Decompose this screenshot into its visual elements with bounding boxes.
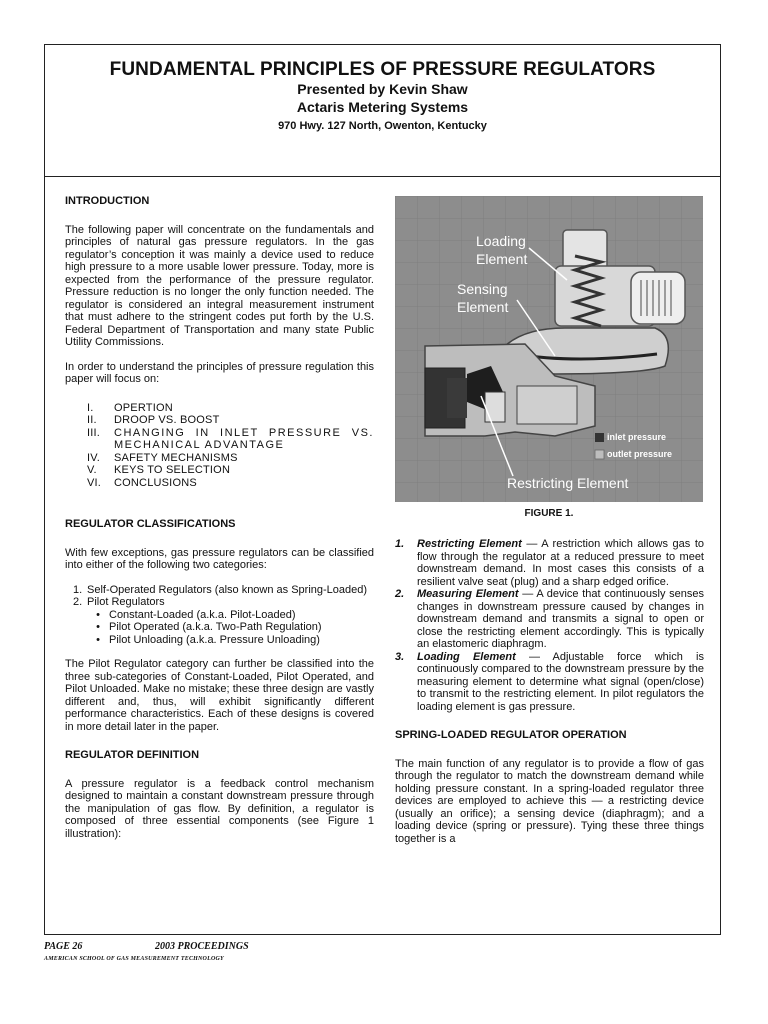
spring-paragraph: The main function of any regulator is to provide a flow of gas through the regulator to match the downstream demand while holding pressure constant. In a spring-loaded regulator three devices are employed to achieve this — a restricting device (usually an orifice); a sensing device (diaphragm); and a loading device (spring or pressure). Tying these three things together is a — [395, 757, 704, 845]
legend-inlet-label: inlet pressure — [607, 432, 667, 442]
category-item: 2. Pilot Regulators — [73, 596, 165, 608]
presenter: Presented by Kevin Shaw — [297, 81, 468, 97]
outline-item: IV. SAFETY MECHANISMS — [87, 451, 238, 464]
outline-item: V. KEYS TO SELECTION — [87, 464, 231, 476]
intro-paragraph-2: In order to understand the principles of pressure regulation this paper will focus on: — [65, 360, 374, 385]
topic-outline — [65, 402, 374, 490]
proceedings-label: 2003 PROCEEDINGS — [155, 941, 249, 952]
page-number: PAGE 26 — [44, 941, 83, 952]
address: 970 Hwy. 127 North, Owenton, Kentucky — [278, 120, 487, 132]
outline-item: I. OPERTION — [87, 401, 173, 414]
essential-components-list — [395, 538, 704, 713]
paper-title: FUNDAMENTAL PRINCIPLES OF PRESSURE REGULATORS — [109, 59, 656, 80]
outline-item: VI. CONCLUSIONS — [87, 476, 197, 489]
classifications-paragraph-1: With few exceptions, gas pressure regulators can be classified into either of the following two categories: — [65, 546, 374, 571]
label-restricting-element: Restricting Element — [507, 475, 629, 491]
outline-item: II. DROOP VS. BOOST — [87, 414, 220, 426]
definition-heading: REGULATOR DEFINITION — [65, 749, 200, 761]
regulator-categories — [65, 584, 374, 609]
spring-heading: SPRING-LOADED REGULATOR OPERATION — [395, 729, 627, 741]
regulator-figure — [395, 196, 703, 502]
header-divider — [44, 176, 721, 177]
bullet-item: • Constant-Loaded (a.k.a. Pilot-Loaded) — [96, 608, 296, 621]
company: Actaris Metering Systems — [296, 99, 469, 115]
figure-caption: FIGURE 1. — [524, 508, 574, 519]
legend-outlet-label: outlet pressure — [607, 449, 673, 459]
outline-item: III. CHANGING IN INLET PRESSURE VS. MECHANICAL ADVANTAGE — [87, 426, 374, 451]
bullet-item: • Pilot Operated (a.k.a. Two-Path Regulation) — [96, 621, 322, 633]
classifications-heading: REGULATOR CLASSIFICATIONS — [65, 518, 236, 530]
definition-paragraph: A pressure regulator is a feedback control mechanism designed to maintain a constant downstream pressure through the manipulation of gas flow. By definition, a regulator is composed of three essential components (see Figure 1 illustration): — [65, 777, 374, 840]
pilot-subtypes — [65, 609, 374, 647]
school-name: AMERICAN SCHOOL OF GAS MEASUREMENT TECHNOLOGY — [44, 956, 224, 962]
component-item: 1. Restricting Element — A restriction which allows gas to flow through the regulator at a reduced pressure to meet downstream demand. In most cases this consists of a resilient valve seat (plug) and a sharp edged orifice. — [395, 538, 704, 588]
bullet-item: • Pilot Unloading (a.k.a. Pressure Unloading) — [96, 633, 320, 646]
right-column — [395, 538, 704, 845]
legend-outlet-swatch — [595, 450, 604, 459]
legend-inlet-swatch — [595, 433, 604, 442]
component-item: 2. Measuring Element — A device that continuously senses changes in downstream pressure caused by changes in downstream demand and transmits a signal to open or close the restricting element accordingly. This is typically an elastomeric diaphragm. — [395, 588, 705, 650]
label-sensing-element: Sensing Element — [457, 281, 509, 314]
component-item: 3. Loading Element — Adjustable force which is continuously compared to the downstream pressure by the measuring element to determine what signal (open/close) to transmit to the restricting element. In pilot regulators the loading element is gas pressure. — [395, 650, 704, 713]
category-item: 1. Self-Operated Regulators (also known as Spring-Loaded) — [73, 583, 368, 596]
classifications-paragraph-2: The Pilot Regulator category can further be classified into the three sub-categories of Constant-Loaded, Pilot Operated, and Pilot Unloaded. Make no mistake; these three design are vastly different and, thus, will exhibit significantly different performance characteristics. Each of these designs is covered in more detail later in the paper. — [65, 658, 374, 733]
label-loading-element: Loading Element — [476, 233, 528, 266]
intro-heading: INTRODUCTION — [65, 195, 150, 207]
left-column — [65, 195, 374, 840]
intro-paragraph-1: The following paper will concentrate on the fundamentals and principles of natural gas pressure regulators. In the gas regulator’s conception it was mainly a device used to reduce high pressure to a more usable lower pressure. Today, more is expected from the performance of the pressure regulator. Pressure reduction is no longer the only function needed. The regulator is considered an integral measurement instrument that must adhere to the stringent codes put forth by the U.S. Federal Department of Transportation and many state Public Utility Commissions. — [65, 223, 374, 348]
